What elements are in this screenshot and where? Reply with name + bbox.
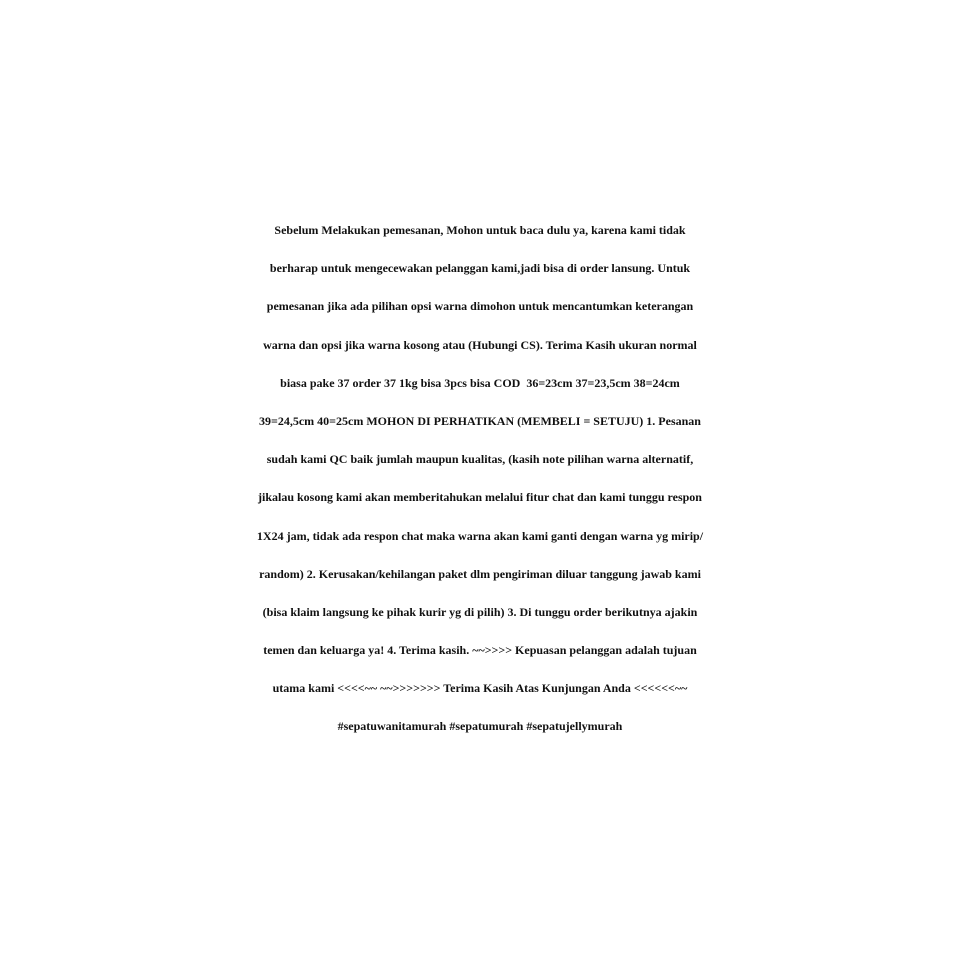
description-line-10: random) 2. Kerusakan/kehilangan paket dlm pengiriman diluar tanggung jawab kami: [259, 566, 701, 581]
description-line-7: sudah kami QC baik jumlah maupun kualitas, (kasih note pilihan warna alternatif,: [266, 452, 694, 467]
description-line-5: biasa pake 37 order 37 1kg bisa 3pcs bisa COD 36=23cm 37=23,5cm 38=24cm: [280, 375, 680, 390]
hashtags-line: #sepatuwanitamurah #sepatumurah #sepatujellymurah: [337, 719, 623, 734]
description-line-12: temen dan keluarga ya! 4. Terima kasih. ~~>>>> Kepuasan pelanggan adalah tujuan: [263, 643, 697, 658]
description-line-4: warna dan opsi jika warna kosong atau (Hubungi CS). Terima Kasih ukuran normal: [263, 337, 697, 352]
description-line-11: (bisa klaim langsung ke pihak kurir yg di pilih) 3. Di tunggu order berikutnya ajakin: [262, 604, 698, 619]
product-description: [0, 211, 960, 746]
description-line-1: Sebelum Melakukan pemesanan, Mohon untuk baca dulu ya, karena kami tidak: [274, 223, 686, 237]
description-line-2: berharap untuk mengecewakan pelanggan kami,jadi bisa di order lansung. Untuk: [269, 261, 691, 276]
description-line-8: jikalau kosong kami akan memberitahukan melalui fitur chat dan kami tunggu respon: [258, 490, 702, 505]
description-line-6: 39=24,5cm 40=25cm MOHON DI PERHATIKAN (MEMBELI = SETUJU) 1. Pesanan: [259, 413, 701, 428]
description-line-9: 1X24 jam, tidak ada respon chat maka warna akan kami ganti dengan warna yg mirip/: [256, 528, 704, 543]
description-line-13: utama kami <<<<~~ ~~>>>>>>> Terima Kasih Atas Kunjungan Anda <<<<<<~~: [272, 681, 688, 696]
description-line-3: pemesanan jika ada pilihan opsi warna dimohon untuk mencantumkan keterangan: [266, 299, 694, 314]
